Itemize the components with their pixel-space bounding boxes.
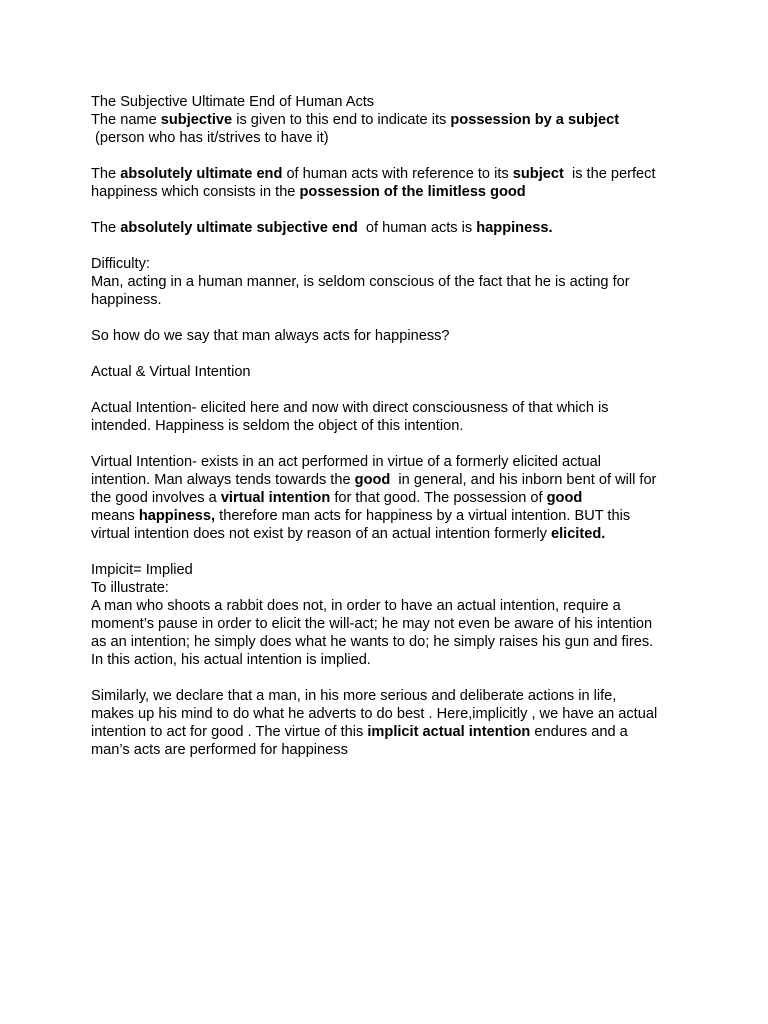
paragraph-spacer xyxy=(91,309,691,327)
bold-text: absolutely ultimate end xyxy=(120,166,283,182)
text-line xyxy=(91,489,691,507)
text-run: of human acts is xyxy=(357,220,477,236)
text-line xyxy=(91,219,691,237)
text-run: The Subjective Ultimate End of Human Acts xyxy=(91,94,375,110)
text-run: intention to act for good . The virtue of this xyxy=(91,724,368,740)
bold-text: subjective xyxy=(160,112,233,128)
paragraph-spacer xyxy=(91,201,691,219)
paragraph-spacer xyxy=(91,381,691,399)
text-run: intention. Man always tends towards the xyxy=(91,472,355,488)
bold-text: virtual intention xyxy=(220,490,331,506)
text-line xyxy=(91,651,691,669)
text-run: endures and a xyxy=(530,724,628,740)
document-body xyxy=(91,93,691,759)
text-run: is the perfect xyxy=(563,166,656,182)
bold-text: happiness, xyxy=(138,508,216,524)
paragraph xyxy=(91,561,691,669)
text-run: Virtual Intention- exists in an act performed in virtue of a formerly elicited actual xyxy=(91,454,601,470)
text-run: Man, acting in a human manner, is seldom conscious of the fact that he is acting for xyxy=(91,274,630,290)
paragraph xyxy=(91,399,691,435)
bold-text: good xyxy=(354,472,391,488)
text-line xyxy=(91,183,691,201)
text-run: To illustrate: xyxy=(91,580,169,596)
paragraph-spacer xyxy=(91,345,691,363)
text-run: of human acts with reference to its xyxy=(282,166,513,182)
text-run: The xyxy=(91,166,121,182)
paragraph xyxy=(91,93,691,147)
paragraph-spacer xyxy=(91,669,691,687)
text-line xyxy=(91,165,691,183)
text-line xyxy=(91,291,691,309)
text-run: A man who shoots a rabbit does not, in order to have an actual intention, require a xyxy=(91,598,621,614)
text-line xyxy=(91,273,691,291)
text-line xyxy=(91,723,691,741)
text-line xyxy=(91,453,691,471)
text-line xyxy=(91,111,691,129)
text-line xyxy=(91,633,691,651)
paragraph-spacer xyxy=(91,147,691,165)
text-line xyxy=(91,363,691,381)
text-run: means xyxy=(91,508,139,524)
text-run: Difficulty: xyxy=(91,256,150,272)
text-line xyxy=(91,741,691,759)
text-run: virtual intention does not exist by reason of an actual intention formerly xyxy=(91,526,551,542)
text-run: happiness. xyxy=(91,292,162,308)
paragraph-spacer xyxy=(91,237,691,255)
text-run: for that good. The possession of xyxy=(330,490,547,506)
bold-text: implicit actual intention xyxy=(367,724,531,740)
text-line xyxy=(91,327,691,345)
text-line xyxy=(91,93,691,111)
bold-text: possession by a subject xyxy=(450,112,620,128)
text-run: So how do we say that man always acts for happiness? xyxy=(91,328,450,344)
text-run: (person who has it/strives to have it) xyxy=(91,130,329,146)
bold-text: subject xyxy=(512,166,564,182)
paragraph-spacer xyxy=(91,543,691,561)
text-line xyxy=(91,687,691,705)
bold-text: happiness. xyxy=(476,220,553,236)
text-run: makes up his mind to do what he adverts to do best . Here,implicitly , we have an actual xyxy=(91,706,658,722)
text-line xyxy=(91,579,691,597)
paragraph xyxy=(91,327,691,345)
text-line xyxy=(91,561,691,579)
text-line xyxy=(91,507,691,525)
bold-text: absolutely ultimate subjective end xyxy=(120,220,358,236)
text-run: therefore man acts for happiness by a virtual intention. BUT this xyxy=(215,508,631,524)
bold-text: possession of the limitless good xyxy=(299,184,526,200)
text-line xyxy=(91,471,691,489)
bold-text: good xyxy=(546,490,583,506)
paragraph xyxy=(91,453,691,543)
paragraph xyxy=(91,219,691,237)
text-run: Impicit= Implied xyxy=(91,562,193,578)
paragraph xyxy=(91,255,691,309)
text-run: Similarly, we declare that a man, in his more serious and deliberate actions in life, xyxy=(91,688,617,704)
text-line xyxy=(91,525,691,543)
text-run: man’s acts are performed for happiness xyxy=(91,742,348,758)
text-line xyxy=(91,255,691,273)
paragraph xyxy=(91,165,691,201)
text-run: happiness which consists in the xyxy=(91,184,300,200)
text-run: in general, and his inborn bent of will for xyxy=(390,472,657,488)
text-run: In this action, his actual intention is implied. xyxy=(91,652,371,668)
paragraph-spacer xyxy=(91,435,691,453)
text-run: Actual Intention- elicited here and now with direct consciousness of that which is xyxy=(91,400,609,416)
text-run: The xyxy=(91,220,121,236)
text-line xyxy=(91,399,691,417)
text-line xyxy=(91,417,691,435)
text-run: Actual & Virtual Intention xyxy=(91,364,251,380)
text-line xyxy=(91,597,691,615)
text-line xyxy=(91,129,691,147)
paragraph xyxy=(91,363,691,381)
text-run: as an intention; he simply does what he wants to do; he simply raises his gun and fires. xyxy=(91,634,654,650)
text-line xyxy=(91,615,691,633)
paragraph xyxy=(91,687,691,759)
text-line xyxy=(91,705,691,723)
text-run: the good involves a xyxy=(91,490,221,506)
text-run: The name xyxy=(91,112,161,128)
text-run: is given to this end to indicate its xyxy=(232,112,451,128)
text-run: moment’s pause in order to elicit the will-act; he may not even be aware of his intention xyxy=(91,616,653,632)
bold-text: elicited. xyxy=(550,526,606,542)
text-run: intended. Happiness is seldom the object of this intention. xyxy=(91,418,464,434)
